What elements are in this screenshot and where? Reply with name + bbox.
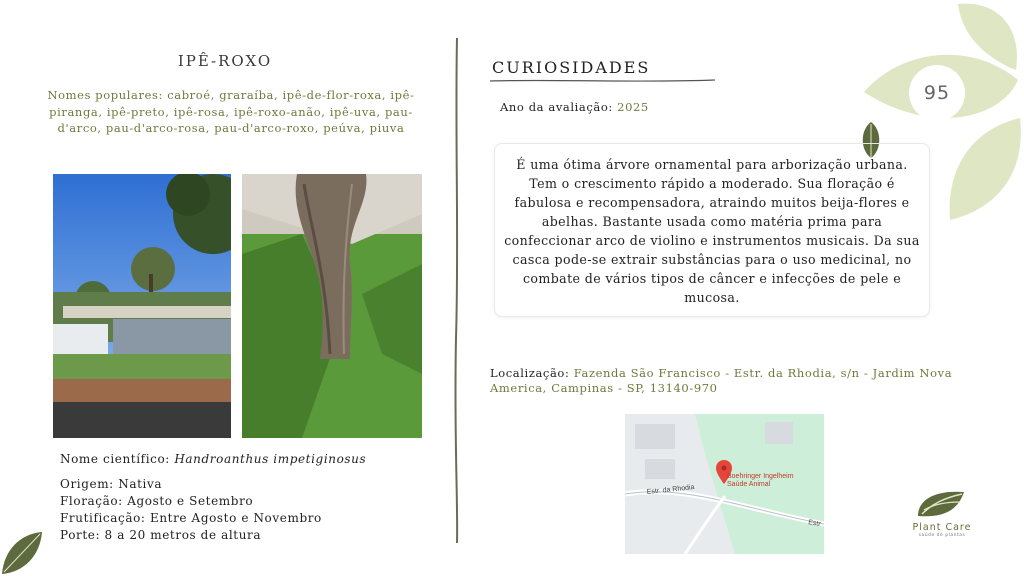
fact-label: Porte: (60, 528, 101, 542)
fact-flowering (60, 493, 322, 510)
tree-photo-wide (53, 174, 231, 438)
fact-fruiting (60, 510, 322, 527)
year-label: Ano da avaliação: (500, 100, 613, 114)
scientific-name: Handroanthus impetiginosus (174, 452, 367, 466)
year-value: 2025 (617, 100, 649, 114)
location (490, 366, 980, 396)
popular-names: Nomes populares: cabroé, graraíba, ipê-de-flor-roxa, ipê-piranga, ipê-preto, ipê-rosa, ipê-roxo-anão, ipê-uva, pau-d'arco, pau-d'arco-rosa, pau-d'arco-roxo, peúva, piuva (47, 88, 415, 135)
corner-leaf-icon (0, 530, 44, 576)
brand-name: Plant Care (912, 522, 972, 533)
fact-label: Floração: (60, 494, 123, 508)
location-map[interactable] (625, 414, 824, 554)
fact-label: Origem: (60, 477, 114, 491)
fact-value: 8 a 20 metros de altura (104, 528, 262, 542)
location-label: Localização: (490, 366, 570, 380)
evaluation-year (500, 100, 649, 114)
fact-value: Agosto e Setembro (127, 494, 254, 508)
brand-tagline: saúde de plantas (918, 533, 966, 538)
fact-label: Frutificação: (60, 511, 146, 525)
fact-size (60, 527, 322, 544)
tree-trunk-photo (242, 174, 422, 438)
fact-origin (60, 476, 322, 493)
plant-facts (60, 476, 322, 544)
scientific-label: Nome científico: (60, 452, 170, 466)
map-place-label-2: Saúde Animal (727, 481, 771, 488)
brand-logo-icon (914, 488, 968, 520)
map-place-label-1: Boehringer Ingelheim (727, 473, 794, 480)
leaf-shape (950, 118, 1021, 220)
map-road-label: Estr. da Rhodia (646, 484, 695, 496)
title-underline (490, 78, 715, 84)
scientific-name-row (60, 452, 366, 466)
vertical-divider (452, 38, 462, 543)
fact-value: Entre Agosto e Novembro (149, 511, 322, 525)
page-number: 95 (909, 65, 965, 121)
map-road-label-2: Estr (807, 519, 822, 529)
curiosities-title: CURIOSIDADES (492, 58, 651, 77)
curiosities-text: É uma ótima árvore ornamental para arborização urbana. Tem o crescimento rápido a moderado. Sua floração é fabulosa e recompensadora, atraindo muitos beija-flores e abelhas. Bastante usada como matéria prima para confeccionar arco de violino e instrumentos musicais. Da sua casca pode-se extrair substâncias para o uso medicinal, no combate de vários tipos de câncer e infecções de pele e mucosa. (504, 157, 920, 305)
fact-value: Nativa (118, 477, 163, 491)
location-value: Fazenda São Francisco - Estr. da Rhodia, s/n - Jardim Nova America, Campinas - SP, 13140-970 (490, 366, 953, 395)
plant-title: IPÊ-ROXO (177, 52, 273, 70)
